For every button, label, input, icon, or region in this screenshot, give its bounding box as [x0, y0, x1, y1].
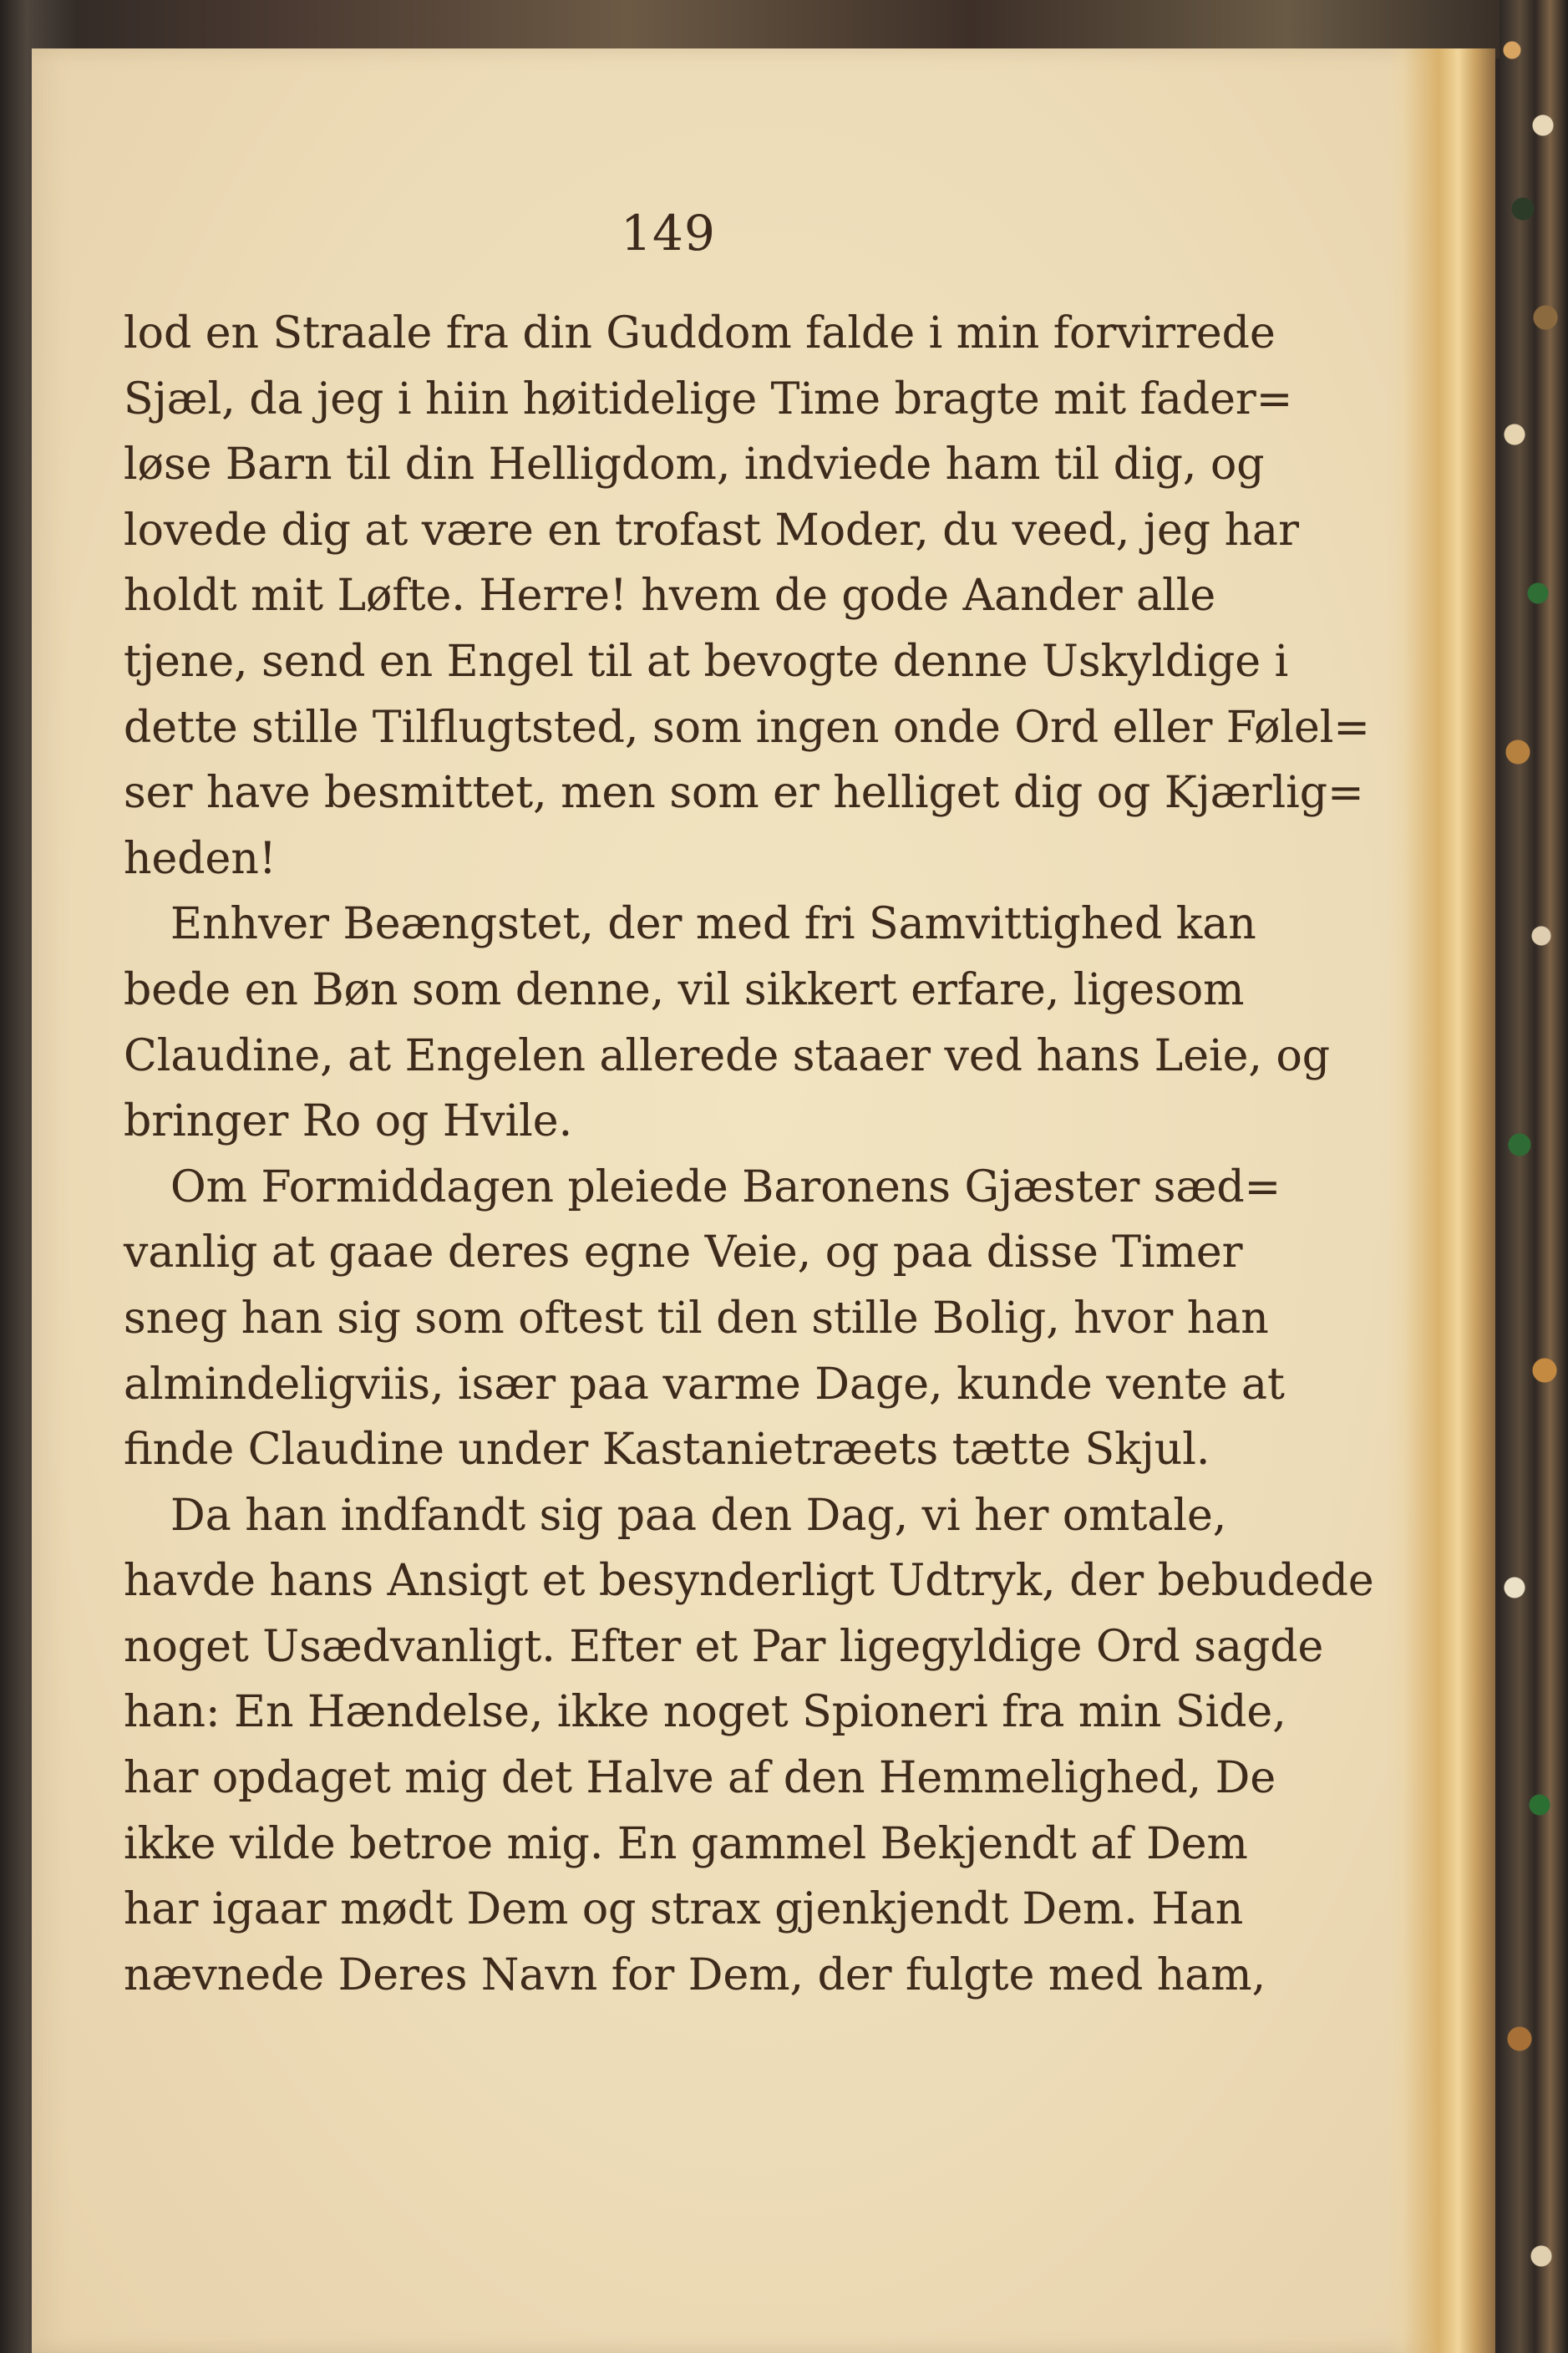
paragraph-start-line: Enhver Beængstet, der med fri Samvittighed kan — [170, 899, 1256, 950]
text-line: heden! — [124, 833, 277, 884]
text-line: ser have besmittet, men som er helliget dig og Kjærlig= — [124, 768, 1364, 819]
text-line: almindeligviis, især paa varme Dage, kunde vente at — [124, 1359, 1285, 1410]
page-text — [124, 301, 1374, 2008]
text-line: lovede dig at være en trofast Moder, du veed, jeg har — [124, 505, 1299, 556]
marbled-book-edge — [1499, 0, 1568, 2353]
text-line: Claudine, at Engelen allerede staaer ved hans Leie, og — [124, 1030, 1331, 1081]
text-line: nævnede Deres Navn for Dem, der fulgte med ham, — [124, 1949, 1266, 2000]
text-line: løse Barn til din Helligdom, indviede ham til dig, og — [124, 440, 1265, 490]
gilded-page-edge — [1387, 48, 1495, 2353]
text-line: har igaar mødt Dem og strax gjenkjendt Dem. Han — [124, 1884, 1244, 1935]
text-line: holdt mit Løfte. Herre! hvem de gode Aander alle — [124, 571, 1216, 622]
text-line: ikke vilde betroe mig. En gammel Bekjendt af Dem — [124, 1818, 1248, 1869]
text-line: han: En Hændelse, ikke noget Spioneri fra min Side, — [124, 1687, 1286, 1738]
text-line: bringer Ro og Hvile. — [124, 1096, 573, 1147]
text-line: har opdaget mig det Halve af den Hemmelighed, De — [124, 1753, 1276, 1804]
text-line: vanlig at gaae deres egne Veie, og paa disse Timer — [124, 1227, 1243, 1278]
paragraph-start-line: Da han indfandt sig paa den Dag, vi her omtale, — [170, 1490, 1227, 1541]
text-line: tjene, send en Engel til at bevogte denne Uskyldige i — [124, 636, 1289, 687]
page-number: 149 — [621, 205, 716, 262]
text-line: noget Usædvanligt. Efter et Par ligegyldige Ord sagde — [124, 1621, 1324, 1672]
text-line: dette stille Tilflugtsted, som ingen onde Ord eller Følel= — [124, 702, 1371, 753]
text-line: sneg han sig som oftest til den stille Bolig, hvor han — [124, 1293, 1269, 1344]
paragraph-start-line: Om Formiddagen pleiede Baronens Gjæster sæd= — [170, 1161, 1281, 1212]
text-line: bede en Bøn som denne, vil sikkert erfare, ligesom — [124, 964, 1245, 1015]
text-line: finde Claudine under Kastanietræets tætte Skjul. — [124, 1425, 1210, 1476]
text-line: havde hans Ansigt et besynderligt Udtryk, der bebudede — [124, 1556, 1374, 1607]
text-line: Sjæl, da jeg i hiin høitidelige Time bragte mit fader= — [124, 374, 1293, 424]
text-line: lod en Straale fra din Guddom falde i min forvirrede — [124, 308, 1276, 358]
